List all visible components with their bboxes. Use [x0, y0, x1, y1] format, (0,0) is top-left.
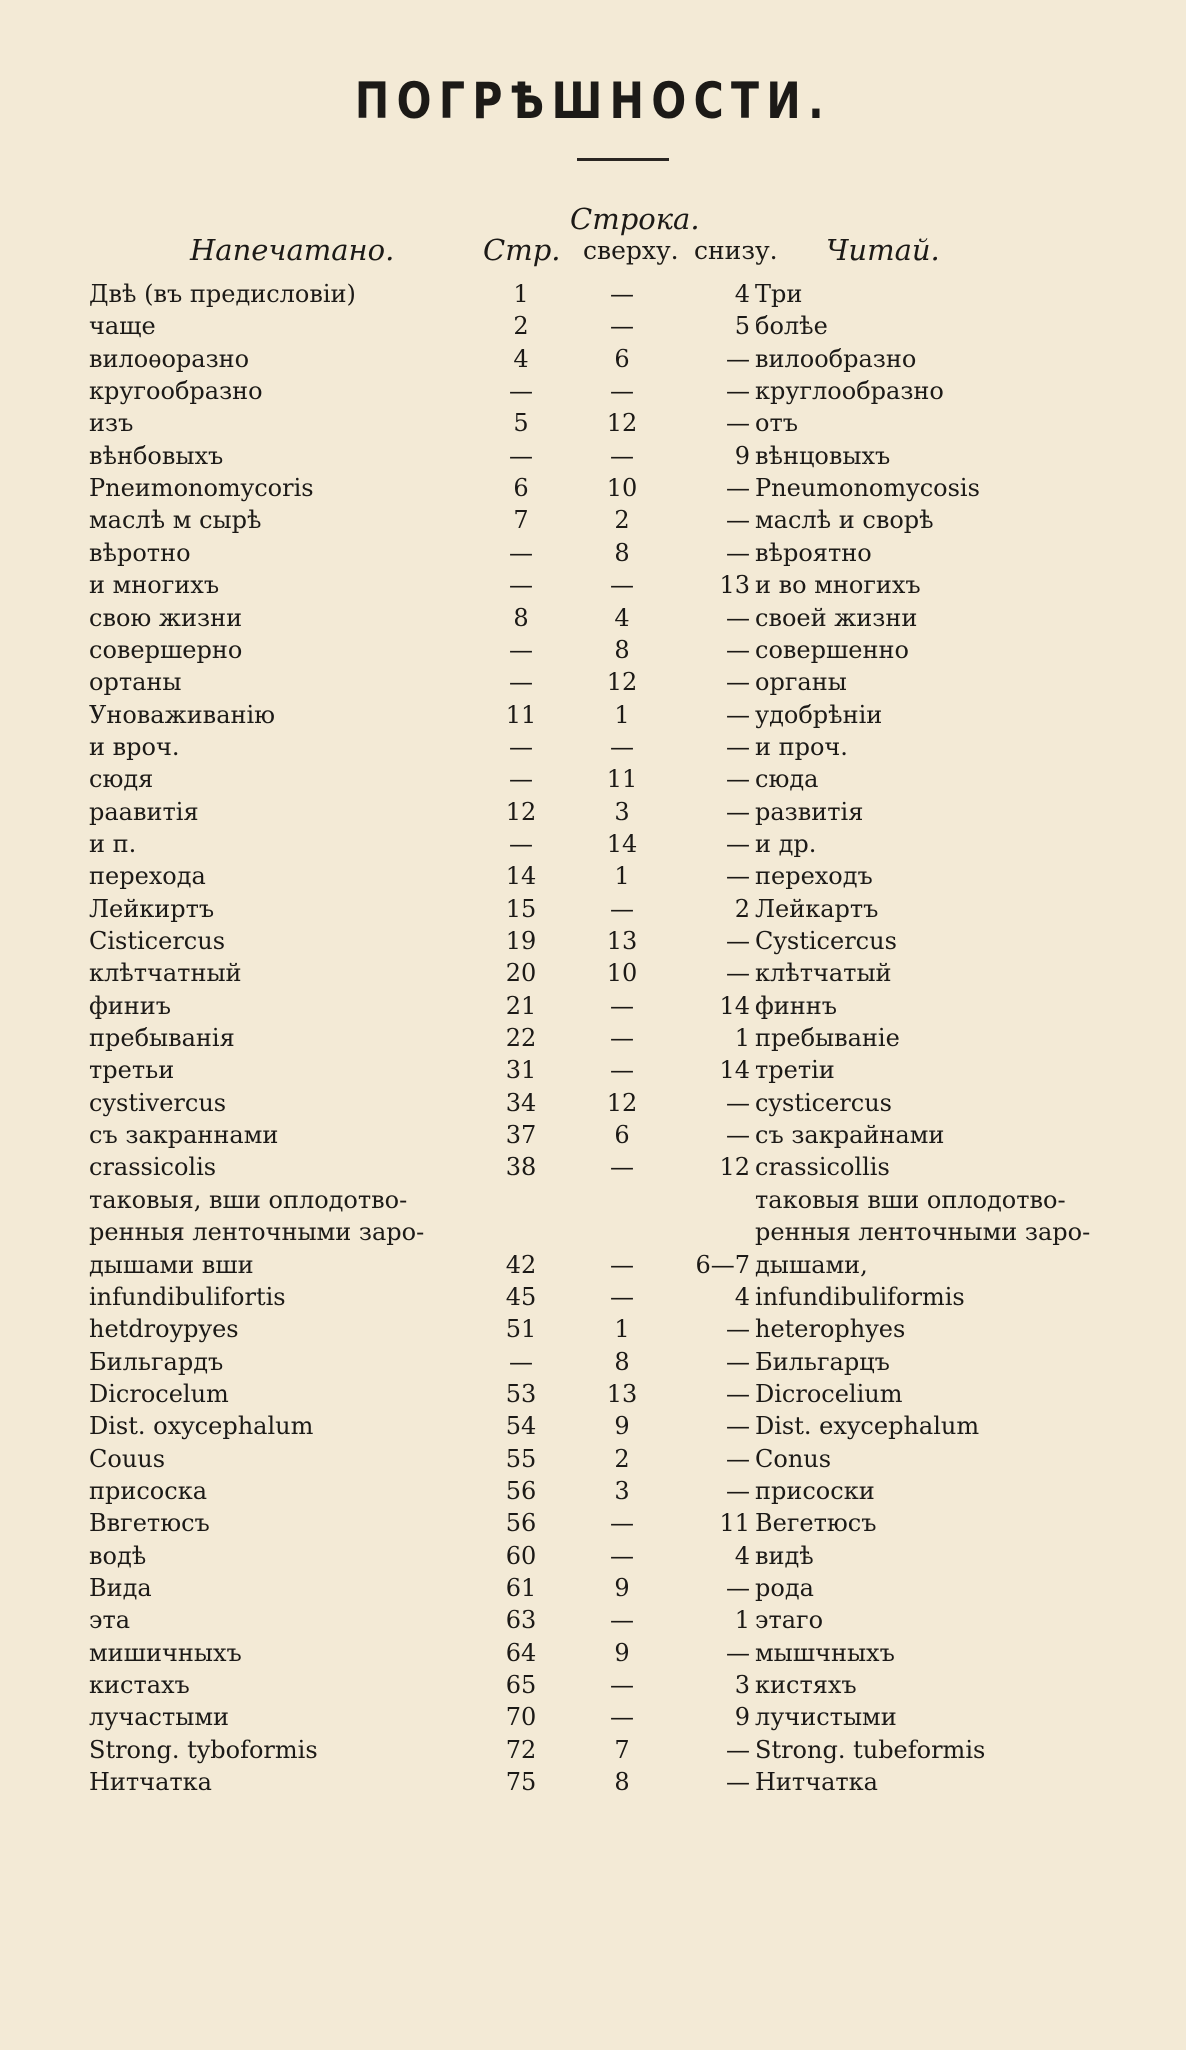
cell-line-from-bottom: — — [726, 927, 750, 955]
cell-line-from-top: — — [610, 1606, 634, 1635]
cell-page: — — [509, 377, 533, 406]
cell-line-from-top: 9 — [614, 1574, 630, 1602]
table-row — [0, 472, 1186, 504]
cell-line-from-top: 10 — [606, 474, 638, 503]
cell-read: cysticercus — [755, 1088, 892, 1117]
table-row — [0, 634, 1186, 666]
cell-read: infundibuliformis — [755, 1282, 965, 1311]
cell-page: 55 — [505, 1444, 537, 1473]
table-row — [0, 310, 1186, 342]
table-row — [0, 1507, 1186, 1539]
cell-printed: Уноваживанію — [89, 700, 276, 729]
table-row — [0, 1087, 1186, 1119]
cell-line-from-bottom: — — [726, 409, 750, 438]
cell-printed: Pneиmonomycoris — [89, 474, 314, 503]
table-row — [0, 731, 1186, 763]
cell-line-from-top: — — [610, 441, 634, 470]
cell-page: 14 — [505, 862, 537, 891]
cell-line-from-top: — — [610, 571, 634, 600]
cell-line-from-top: — — [610, 280, 634, 308]
table-row — [0, 569, 1186, 601]
cell-line-from-bottom: — — [726, 765, 750, 794]
header-page: Стр. — [483, 233, 561, 267]
cell-printed: ренныя ленточными заро- — [89, 1218, 425, 1247]
table-row — [0, 893, 1186, 925]
cell-page: 70 — [505, 1703, 537, 1732]
cell-line-from-bottom: — — [726, 1735, 750, 1764]
cell-page: 31 — [505, 1056, 537, 1085]
table-row — [0, 699, 1186, 731]
cell-page: 12 — [505, 797, 537, 826]
cell-page: 7 — [513, 506, 529, 535]
cell-read: таковыя вши оплодотво- — [755, 1185, 1066, 1214]
cell-page: 65 — [505, 1671, 537, 1700]
cell-read: присоски — [755, 1476, 875, 1505]
cell-line-from-top: 11 — [606, 765, 638, 794]
table-row — [0, 1022, 1186, 1054]
cell-line-from-bottom: 14 — [719, 1056, 750, 1085]
cell-printed: Couus — [89, 1444, 166, 1473]
cell-line-from-top: — — [610, 1056, 634, 1085]
cell-line-from-bottom: — — [726, 959, 750, 988]
cell-read: Dicrocelium — [755, 1379, 903, 1408]
cell-printed: вѣнбовыхъ — [89, 441, 224, 470]
cell-printed: Бильгардъ — [89, 1347, 224, 1376]
cell-printed: дышами вши — [89, 1250, 254, 1279]
cell-page: 1 — [513, 280, 529, 308]
table-row — [0, 990, 1186, 1022]
cell-read: Бильгарцъ — [755, 1347, 890, 1376]
cell-read: Лейкартъ — [755, 894, 879, 923]
header-from-top: сверху. — [583, 236, 679, 265]
cell-printed: Нитчатка — [89, 1768, 212, 1797]
cell-read: органы — [755, 668, 847, 697]
table-row — [0, 957, 1186, 989]
cell-read: отъ — [755, 409, 798, 438]
cell-line-from-bottom: — — [726, 829, 750, 858]
cell-page: 22 — [505, 1024, 537, 1053]
cell-read: и во многихъ — [755, 571, 921, 600]
cell-line-from-top: — — [610, 1282, 634, 1311]
cell-printed: свою жизни — [89, 603, 243, 632]
cell-line-from-top: 8 — [614, 635, 630, 664]
cell-printed: маслѣ м сырѣ — [89, 506, 262, 535]
cell-read: Strong. tubeformis — [755, 1735, 986, 1764]
table-row — [0, 1669, 1186, 1701]
table-row — [0, 1410, 1186, 1442]
cell-read: клѣтчатый — [755, 959, 892, 988]
cell-line-from-top: — — [610, 1250, 634, 1279]
cell-line-from-top: 4 — [614, 603, 630, 632]
cell-page: — — [509, 829, 533, 858]
cell-read: финнъ — [755, 991, 838, 1020]
cell-page: 34 — [505, 1088, 537, 1117]
header-line-group: Строка. — [570, 202, 700, 236]
cell-line-from-top: — — [610, 1509, 634, 1538]
cell-line-from-bottom: — — [726, 1574, 750, 1602]
cell-page: 61 — [505, 1574, 537, 1602]
table-row — [0, 1637, 1186, 1669]
cell-line-from-bottom: 11 — [719, 1509, 750, 1538]
cell-line-from-bottom: 2 — [734, 894, 750, 923]
cell-line-from-top: — — [610, 1024, 634, 1053]
cell-read: и проч. — [755, 732, 848, 761]
cell-line-from-bottom: — — [726, 1444, 750, 1473]
table-row — [0, 1216, 1186, 1248]
cell-printed: совершерно — [89, 635, 243, 664]
cell-printed: hetdroypyes — [89, 1315, 239, 1344]
cell-printed: водѣ — [89, 1541, 147, 1570]
cell-printed: финиъ — [89, 991, 172, 1020]
cell-line-from-bottom: — — [726, 474, 750, 503]
table-row — [0, 343, 1186, 375]
cell-line-from-bottom: 4 — [734, 1541, 750, 1570]
cell-printed: съ закраннами — [89, 1121, 279, 1150]
table-row — [0, 1281, 1186, 1313]
cell-line-from-bottom: — — [726, 1768, 750, 1797]
cell-printed: чаще — [89, 312, 156, 341]
cell-read: рода — [755, 1574, 814, 1602]
cell-printed: эта — [89, 1606, 131, 1635]
cell-line-from-bottom: — — [726, 1379, 750, 1408]
cell-read: Conus — [755, 1444, 832, 1473]
cell-page: 75 — [505, 1768, 537, 1797]
table-row — [0, 407, 1186, 439]
cell-read: развитія — [755, 797, 864, 826]
title-divider — [577, 158, 669, 161]
cell-read: Dist. exycephalum — [755, 1412, 980, 1441]
cell-line-from-bottom: — — [726, 862, 750, 891]
cell-read: болѣе — [755, 312, 828, 341]
cell-read: вилообразно — [755, 344, 917, 373]
table-row — [0, 537, 1186, 569]
cell-page: — — [509, 441, 533, 470]
cell-page: — — [509, 668, 533, 697]
cell-page: 56 — [505, 1476, 537, 1505]
cell-line-from-bottom: 13 — [719, 571, 750, 600]
cell-read: пребываніе — [755, 1024, 900, 1053]
cell-line-from-top: 8 — [614, 1347, 630, 1376]
cell-printed: infundibulifortis — [89, 1282, 286, 1311]
cell-line-from-bottom: 3 — [734, 1671, 750, 1700]
cell-printed: Ввгетюсъ — [89, 1509, 210, 1538]
cell-printed: ортаны — [89, 668, 182, 697]
cell-printed: пребыванія — [89, 1024, 235, 1053]
table-row — [0, 1249, 1186, 1281]
cell-read: кистяхъ — [755, 1671, 857, 1700]
cell-read: Нитчатка — [755, 1768, 878, 1797]
cell-line-from-top: 2 — [614, 506, 630, 535]
cell-printed: мишичныхъ — [89, 1638, 242, 1667]
cell-line-from-bottom: — — [726, 700, 750, 729]
cell-page: 2 — [513, 312, 529, 341]
cell-line-from-bottom: 5 — [734, 312, 750, 341]
cell-read: вѣнцовыхъ — [755, 441, 891, 470]
cell-read: переходъ — [755, 862, 873, 891]
cell-line-from-bottom: — — [726, 1638, 750, 1667]
cell-read: этаго — [755, 1606, 824, 1635]
header-from-bottom: снизу. — [694, 236, 778, 265]
cell-page: 20 — [505, 959, 537, 988]
header-read: Читай. — [826, 233, 940, 267]
cell-printed: лучастыми — [89, 1703, 230, 1732]
cell-page: 19 — [505, 927, 537, 955]
cell-printed: присоска — [89, 1476, 207, 1505]
table-row — [0, 375, 1186, 407]
cell-line-from-bottom: — — [726, 344, 750, 373]
cell-read: сюда — [755, 765, 819, 794]
cell-read: heterophyes — [755, 1315, 906, 1344]
cell-page: 53 — [505, 1379, 537, 1408]
cell-read: ренныя ленточными заро- — [755, 1218, 1091, 1247]
cell-printed: Вида — [89, 1574, 152, 1602]
table-row — [0, 440, 1186, 472]
cell-line-from-top: 1 — [614, 862, 630, 891]
cell-line-from-bottom: 1 — [734, 1606, 750, 1635]
cell-page: 63 — [505, 1606, 537, 1635]
table-row — [0, 278, 1186, 310]
cell-printed: cystivercus — [89, 1088, 227, 1117]
cell-line-from-top: 13 — [606, 1379, 638, 1408]
cell-page: — — [509, 732, 533, 761]
cell-line-from-top: 3 — [614, 1476, 630, 1505]
table-row — [0, 925, 1186, 957]
cell-line-from-bottom: 4 — [734, 1282, 750, 1311]
cell-line-from-bottom: — — [726, 377, 750, 406]
table-row — [0, 796, 1186, 828]
cell-printed: Dist. oxycephalum — [89, 1412, 314, 1441]
cell-page: 21 — [505, 991, 537, 1020]
cell-line-from-top: 9 — [614, 1412, 630, 1441]
cell-line-from-bottom: — — [726, 1121, 750, 1150]
cell-printed: третьи — [89, 1056, 175, 1085]
cell-page: 15 — [505, 894, 537, 923]
cell-line-from-top: 12 — [606, 1088, 638, 1117]
cell-line-from-top: 2 — [614, 1444, 630, 1473]
cell-line-from-top: 8 — [614, 1768, 630, 1797]
cell-line-from-bottom: 14 — [719, 991, 750, 1020]
cell-printed: перехода — [89, 862, 206, 891]
cell-line-from-bottom: — — [726, 1347, 750, 1376]
cell-printed: и вроч. — [89, 732, 180, 761]
cell-page: 11 — [505, 700, 537, 729]
table-row — [0, 860, 1186, 892]
cell-line-from-top: 1 — [614, 700, 630, 729]
cell-printed: сюдя — [89, 765, 154, 794]
cell-line-from-bottom: 1 — [734, 1024, 750, 1053]
cell-printed: изъ — [89, 409, 134, 438]
cell-read: круглообразно — [755, 377, 944, 406]
table-row — [0, 1378, 1186, 1410]
table-row — [0, 1346, 1186, 1378]
cell-line-from-top: — — [610, 991, 634, 1020]
header-printed: Напечатано. — [190, 233, 395, 267]
cell-line-from-bottom: — — [726, 1088, 750, 1117]
cell-page: 51 — [505, 1315, 537, 1344]
cell-page: 45 — [505, 1282, 537, 1311]
cell-line-from-top: 12 — [606, 409, 638, 438]
cell-read: мышчныхъ — [755, 1638, 895, 1667]
cell-printed: и п. — [89, 829, 137, 858]
cell-line-from-top: 6 — [614, 344, 630, 373]
table-row — [0, 1766, 1186, 1798]
cell-read: Cysticercus — [755, 927, 897, 955]
cell-read: и др. — [755, 829, 817, 858]
cell-page: — — [509, 571, 533, 600]
cell-line-from-top: — — [610, 312, 634, 341]
cell-page: 54 — [505, 1412, 537, 1441]
cell-line-from-bottom: — — [726, 668, 750, 697]
cell-line-from-top: 13 — [606, 927, 638, 955]
table-row — [0, 666, 1186, 698]
cell-printed: вѣротно — [89, 538, 191, 567]
cell-line-from-top: — — [610, 732, 634, 761]
cell-read: своей жизни — [755, 603, 918, 632]
table-row — [0, 1572, 1186, 1604]
cell-printed: Двѣ (въ предисловіи) — [89, 280, 356, 308]
cell-line-from-top: — — [610, 1541, 634, 1570]
cell-line-from-top: 1 — [614, 1315, 630, 1344]
table-row — [0, 1054, 1186, 1086]
table-row — [0, 763, 1186, 795]
cell-line-from-top: 9 — [614, 1638, 630, 1667]
table-row — [0, 1475, 1186, 1507]
cell-line-from-bottom: — — [726, 506, 750, 535]
table-row — [0, 1540, 1186, 1572]
cell-line-from-top: 8 — [614, 538, 630, 567]
table-row — [0, 828, 1186, 860]
cell-line-from-bottom: — — [726, 603, 750, 632]
table-row — [0, 1184, 1186, 1216]
cell-line-from-top: — — [610, 377, 634, 406]
cell-line-from-top: 7 — [614, 1735, 630, 1764]
cell-line-from-bottom: 6—7 — [695, 1250, 750, 1279]
cell-read: третіи — [755, 1056, 835, 1085]
page-title: ПОГРѢШНОСТИ. — [354, 72, 832, 130]
cell-page: — — [509, 635, 533, 664]
cell-page: 72 — [505, 1735, 537, 1764]
cell-page: — — [509, 538, 533, 567]
cell-page: — — [509, 765, 533, 794]
table-row — [0, 1313, 1186, 1345]
table-row — [0, 1151, 1186, 1183]
table-row — [0, 1701, 1186, 1733]
cell-line-from-top: — — [610, 1671, 634, 1700]
cell-page: 6 — [513, 474, 529, 503]
cell-line-from-top: 10 — [606, 959, 638, 988]
cell-printed: Лейкиртъ — [89, 894, 215, 923]
cell-line-from-bottom: 12 — [719, 1153, 750, 1182]
cell-page: — — [509, 1347, 533, 1376]
cell-read: Pneumonomycosis — [755, 474, 980, 503]
cell-printed: Cisticercus — [89, 927, 226, 955]
cell-printed: клѣтчатный — [89, 959, 242, 988]
cell-read: дышами, — [755, 1250, 868, 1279]
cell-page: 5 — [513, 409, 529, 438]
cell-read: Вегетюсъ — [755, 1509, 877, 1538]
cell-line-from-bottom: 9 — [734, 441, 750, 470]
cell-read: маслѣ и сворѣ — [755, 506, 934, 535]
cell-page: 42 — [505, 1250, 537, 1279]
cell-line-from-top: 12 — [606, 668, 638, 697]
cell-line-from-bottom: — — [726, 797, 750, 826]
cell-page: 60 — [505, 1541, 537, 1570]
cell-printed: кругообразно — [89, 377, 263, 406]
cell-printed: таковыя, вши оплодотво- — [89, 1185, 408, 1214]
cell-printed: Dicrocelum — [89, 1379, 229, 1408]
cell-page: 4 — [513, 344, 529, 373]
cell-line-from-top: — — [610, 1153, 634, 1182]
cell-read: вѣроятно — [755, 538, 872, 567]
cell-line-from-top: 14 — [606, 829, 638, 858]
cell-read: совершенно — [755, 635, 909, 664]
cell-line-from-top: 3 — [614, 797, 630, 826]
cell-read: crassicollis — [755, 1153, 890, 1182]
cell-printed: и многихъ — [89, 571, 220, 600]
cell-line-from-bottom: 9 — [734, 1703, 750, 1732]
cell-page: 8 — [513, 603, 529, 632]
cell-read: удобрѣніи — [755, 700, 883, 729]
cell-line-from-bottom: — — [726, 538, 750, 567]
cell-line-from-top: — — [610, 1703, 634, 1732]
cell-printed: Strong. tyboformis — [89, 1735, 318, 1764]
cell-read: съ закрайнами — [755, 1121, 945, 1150]
cell-printed: вилоѳоразно — [89, 344, 250, 373]
table-row — [0, 1604, 1186, 1636]
cell-page: 64 — [505, 1638, 537, 1667]
cell-read: лучистыми — [755, 1703, 897, 1732]
table-row — [0, 1734, 1186, 1766]
cell-line-from-top: — — [610, 894, 634, 923]
table-row — [0, 1119, 1186, 1151]
cell-page: 38 — [505, 1153, 537, 1182]
cell-line-from-bottom: — — [726, 1412, 750, 1441]
cell-line-from-bottom: 4 — [734, 280, 750, 308]
table-row — [0, 504, 1186, 536]
cell-line-from-bottom: — — [726, 1315, 750, 1344]
cell-printed: раавитія — [89, 797, 199, 826]
cell-line-from-bottom: — — [726, 635, 750, 664]
cell-line-from-bottom: — — [726, 1476, 750, 1505]
cell-read: Три — [755, 280, 803, 308]
cell-read: видѣ — [755, 1541, 814, 1570]
cell-page: 37 — [505, 1121, 537, 1150]
cell-page: 56 — [505, 1509, 537, 1538]
table-row — [0, 602, 1186, 634]
cell-printed: кистахъ — [89, 1671, 190, 1700]
cell-printed: crassicolis — [89, 1153, 217, 1182]
cell-line-from-bottom: — — [726, 732, 750, 761]
cell-line-from-top: 6 — [614, 1121, 630, 1150]
table-row — [0, 1443, 1186, 1475]
